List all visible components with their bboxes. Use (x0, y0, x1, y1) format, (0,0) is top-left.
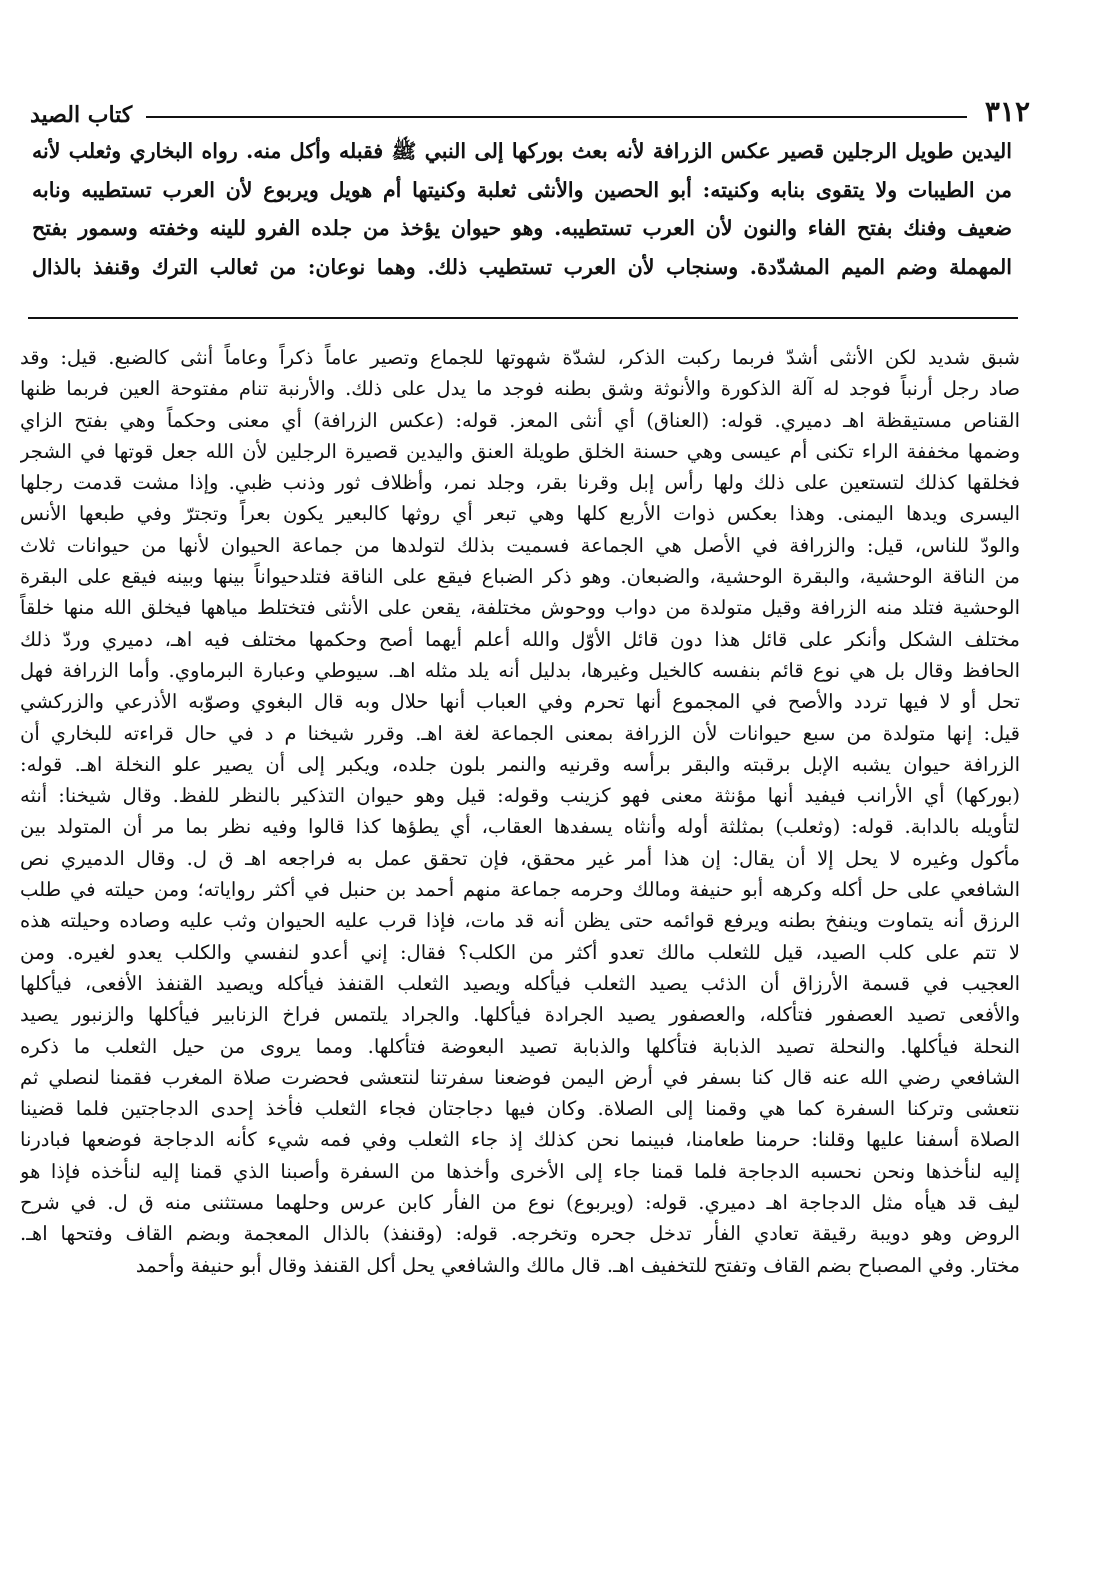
note-line: النحلة فيأكلها. والنحلة تصيد الذبابة فتأكلها والذبابة تصيد البعوضة فتأكلها. ومما يروى من حيل الثعلب ما ذكره (20, 1034, 1020, 1058)
note-line: مأكول وغيره لا يحل إلا أن يقال: إن هذا أمر غير محقق، فإن تحقق عمل به فراجعه اهـ ق ل. وقال الدميري نص (20, 846, 1020, 870)
book-title: كتاب الصيد (30, 102, 133, 128)
note-line: والأفعى تصيد العصفور فتأكله، والعصفور يصيد الجرادة فيأكلها. والجراد يلتمس فراخ الزنابير فيأكلها والزنبور يصيد (20, 1003, 1020, 1027)
note-line: لا تتم على كلب الصيد، قيل للثعلب مالك تعدو أكثر من الكلب؟ فقال: إني أعدو لنفسي والكلب يعدو لغيره. ومن (20, 940, 1020, 964)
note-line: صاد رجل أرنباً فوجد له آلة الذكورة والأنوثة وشق بطنه فوجد ما يدل على ذلك. والأرنبة تنام مفتوحة العين فربما ظنها (20, 377, 1020, 401)
main-text (32, 132, 1012, 286)
running-header (30, 88, 1030, 128)
note-line: الرزق أنه يتماوت وينفخ بطنه ويرفع قوائمه حتى يظن أنه قد مات، فإذا قرب عليه الحيوان وثب عليه وصاده وحيلته هذه (20, 909, 1020, 933)
note-line: الروض وهو دويبة رقيقة تعادي الفأر تدخل جحره وتخرجه. قوله: (وقنفذ) بالذال المعجمة وبضم القاف وفتحها اهـ. (20, 1222, 1020, 1246)
main-line: من الطيبات ولا يتقوى بنابه وكنيته: أبو الحصين والأنثى ثعلبة وكنيتها أم هويل ويربوع لأن العرب تستطيبه ونابه (32, 177, 1012, 202)
commentary-notes (20, 342, 1020, 1281)
page-number: ٣١٢ (984, 95, 1030, 128)
note-line: الشافعي على حل أكله وكرهه أبو حنيفة ومالك وحرمه جماعة منهم أحمد بن حنبل في أكثر رواياته؛ ومن حيلته في طلب (20, 878, 1020, 902)
note-line: من الناقة الوحشية، والبقرة الوحشية، والضبعان. وهو ذكر الضباع فيقع على الناقة فتلدحيواناً بينها وبينه فيقع على البقرة (20, 565, 1020, 589)
note-line: الصلاة أسفنا عليها وقلنا: حرمنا طعامنا، فبينما نحن كذلك إذ جاء الثعلب وفي فمه شيء كأنه الدجاجة فوضعها فبادرنا (20, 1128, 1020, 1152)
note-line: إليه لنأخذها ونحن نحسبه الدجاجة فلما قمنا جاء إلى الأخرى وأخذها من السفرة وأصبنا الذي قمنا إليه لنأخذه فإذا هو (20, 1159, 1020, 1183)
note-line: الزرافة حيوان يشبه الإبل برقبته والبقر برأسه وقرنيه والنمر بلون جلده، ويكبر إلى أن يصير علو النخلة اهـ. قوله: (20, 752, 1020, 776)
note-line: مختلف الشكل وأنكر على قائل هذا دون قائل الأوّل والله أعلم أيهما أصح وحكمها مختلف فيه اهـ، دميري وردّ ذلك (20, 627, 1020, 651)
note-line: شبق شديد لكن الأنثى أشدّ فربما ركبت الذكر، لشدّة شهوتها للجماع وتصير عاماً ذكراً وعاماً أنثى كالضبع. قيل: وقد (20, 346, 1020, 369)
note-line: لتأويله بالدابة. قوله: (وثعلب) بمثلثة أوله وأنثاه يسفدها العقاب، أي يطؤها كذا قالوا وفيه نظر بما مر أن المتولد بين (20, 815, 1020, 839)
note-line: قيل: إنها متولدة من سبع حيوانات لأن الزرافة بمعنى الجماعة لغة اهـ. وقرر شيخنا م د في حال قراءته للبخاري أن (20, 721, 1020, 745)
footnote-separator (28, 317, 1018, 319)
note-line: العجيب في قسمة الأرزاق أن الذئب يصيد الثعلب فيأكله ويصيد الثعلب القنفذ فيأكله ويصيد القنفذ الأفعى، فيأكلها (20, 971, 1020, 995)
note-line: والودّ للناس، قيل: والزرافة في الأصل هي الجماعة فسميت بذلك لتولدها من جماعة الحيوان لأنها من حيوانات ثلاث (20, 533, 1020, 557)
note-line: الشافعي رضي الله عنه قال كنا بسفر في أرض اليمن فوضعنا سفرتنا لنتعشى فحضرت صلاة المغرب فقمنا لنصلي ثم (20, 1065, 1020, 1089)
main-line: ضعيف وفنك بفتح الفاء والنون لأن العرب تستطيبه. وهو حيوان يؤخذ من جلده الفرو للينه وخفته وسمور بفتح (32, 216, 1012, 241)
note-line: نتعشى وتركنا السفرة كما هي وقمنا إلى الصلاة. وكان فيها دجاجتان فجاء الثعلب فأخذ إحدى الدجاجتين فلما قضينا (20, 1097, 1020, 1121)
note-line: فخلقها كذلك لتستعين على ذلك ولها رأس إبل وقرنا بقر، وجلد نمر، وأظلاف ثور وذنب ظبي. وإذا مشت قدمت رجلها (20, 471, 1020, 495)
note-line: الحافظ وقال بل هي نوع قائم بنفسه كالخيل وغيرها، بدليل أنه يلد مثله اهـ. سيوطي وعبارة البرماوي. وأما الزرافة فهل (20, 658, 1020, 682)
note-line: اليسرى ويدها اليمنى. وهذا بعكس ذوات الأربع كلها وهي تبعر أي روثها كالبعير يكون بعراً وتجترّ وفي طبعها الأنس (20, 502, 1020, 526)
note-line: تحل أو لا فيها تردد والأصح في المجموع أنها تحرم وفي العباب أنها حلال وبه قال البغوي وصوّبه الأذرعي والزركشي (20, 690, 1020, 714)
note-line: ليف قد هيأه مثل الدجاجة اهـ دميري. قوله: (ويربوع) نوع من الفأر كابن عرس وحلهما مستثنى منه ق ل. في شرح (20, 1191, 1020, 1215)
note-line: (بوركها) أي الأرانب فيفيد أنها مؤنثة معنى فهو كزينب وقوله: قيل وهو حيوان التذكير بالنظر للفظ. وقال شيخنا: أنثه (20, 784, 1020, 808)
note-line: القناص مستيقظة اهـ دميري. قوله: (العناق) أي أنثى المعز. قوله: (عكس الزرافة) أي معنى وحكماً وهي بفتح الزاي (20, 408, 1020, 432)
note-line: مختار. وفي المصباح بضم القاف وتفتح للتخفيف اهـ. قال مالك والشافعي يحل أكل القنفذ وقال أبو حنيفة وأحمد (135, 1253, 1020, 1277)
note-line: الوحشية فتلد منه الزرافة وقيل متولدة من دواب ووحوش مختلفة، يقعن على الأنثى فتختلط مياهها فيخلق الله منها خلقاً (20, 596, 1020, 620)
note-line: وضمها مخففة الراء تكنى أم عيسى وهي حسنة الخلق طويلة العنق واليدين قصيرة الرجلين لأن الله جعل قوتها في الشجر (20, 439, 1020, 463)
main-line: المهملة وضم الميم المشدّدة. وسنجاب لأن العرب تستطيب ذلك. وهما نوعان: من ثعالب الترك وقنفذ بالذال (32, 254, 1012, 279)
header-rule (146, 116, 967, 118)
main-line: اليدين طويل الرجلين قصير عكس الزرافة لأنه بعث بوركها إلى النبي ﷺ فقبله وأكل منه. رواه البخاري وثعلب لأنه (32, 139, 1012, 163)
